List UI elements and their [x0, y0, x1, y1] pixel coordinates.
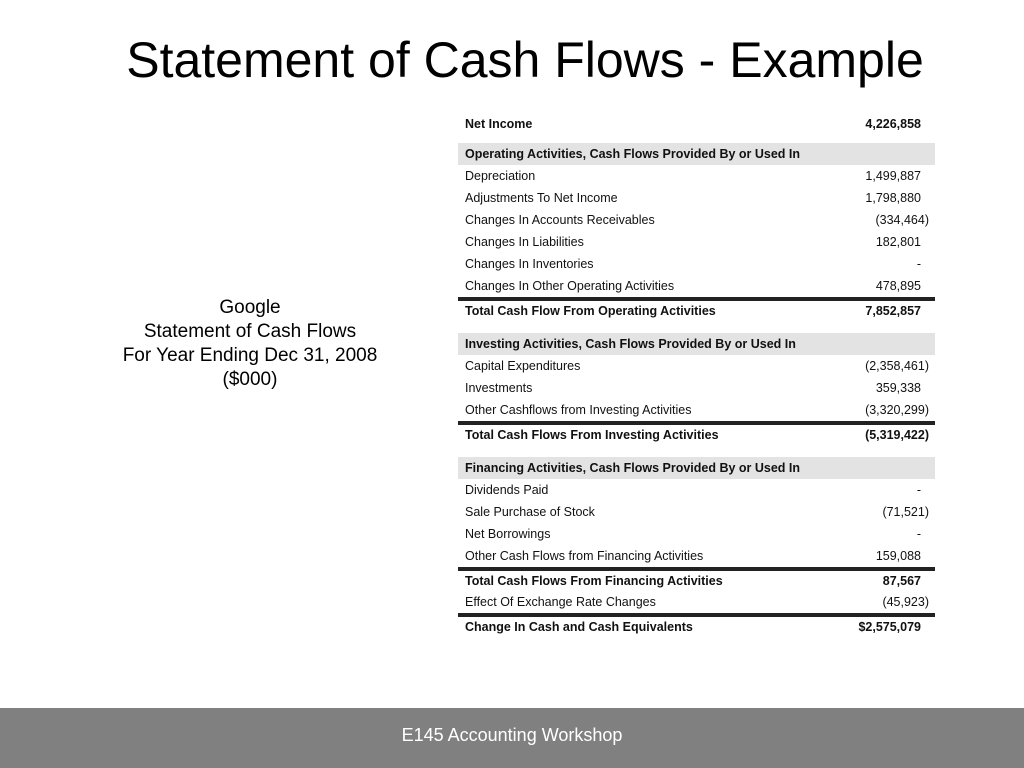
table-row	[458, 479, 935, 501]
row-label: Changes In Accounts Receivables	[465, 213, 655, 227]
table-row	[458, 355, 935, 377]
table-row	[458, 501, 935, 523]
row-value: (71,521)	[882, 505, 929, 519]
row-label: Total Cash Flows From Investing Activities	[465, 428, 719, 442]
investing-section-header	[458, 333, 935, 355]
row-label: Other Cashflows from Investing Activities	[465, 403, 692, 417]
footer-label: E145 Accounting Workshop	[401, 724, 623, 745]
section-header-label: Financing Activities, Cash Flows Provided By or Used In	[465, 461, 801, 475]
row-label: Net Borrowings	[465, 527, 551, 541]
row-label: Effect Of Exchange Rate Changes	[465, 595, 656, 609]
table-row	[458, 377, 935, 399]
table-row	[458, 187, 935, 209]
row-value: 478,895	[875, 279, 921, 293]
table-row	[458, 165, 935, 187]
row-label: Other Cash Flows from Financing Activities	[465, 549, 704, 563]
section-header-label: Investing Activities, Cash Flows Provided By or Used In	[465, 337, 796, 351]
row-value: 1,499,887	[865, 169, 921, 183]
row-label: Changes In Inventories	[465, 257, 594, 271]
statement-name: Statement of Cash Flows	[143, 321, 357, 342]
row-value: (3,320,299)	[865, 403, 929, 417]
change-in-cash-row	[458, 613, 935, 637]
cash-flow-table	[458, 111, 935, 637]
financing-total-row	[458, 567, 935, 591]
row-label: Adjustments To Net Income	[465, 191, 618, 205]
row-label: Total Cash Flows From Financing Activities	[465, 574, 723, 588]
row-value: (45,923)	[882, 595, 929, 609]
row-label: Sale Purchase of Stock	[465, 505, 595, 519]
operating-total-row	[458, 297, 935, 321]
table-row	[458, 545, 935, 567]
row-value: 87,567	[882, 574, 921, 588]
investing-total-row	[458, 421, 935, 445]
operating-section-header	[458, 143, 935, 165]
financing-section-header	[458, 457, 935, 479]
table-row	[458, 231, 935, 253]
row-label: Total Cash Flow From Operating Activities	[465, 304, 716, 318]
row-value: 7,852,857	[865, 304, 921, 318]
section-header-label: Operating Activities, Cash Flows Provided By or Used In	[465, 147, 801, 161]
row-value: (2,358,461)	[865, 359, 929, 373]
table-row	[458, 399, 935, 421]
statement-units: ($000)	[222, 369, 278, 390]
row-value: 359,338	[875, 381, 921, 395]
row-value: 1,798,880	[865, 191, 921, 205]
row-value: 4,226,858	[865, 117, 921, 131]
row-label: Capital Expenditures	[465, 359, 581, 373]
row-value: $2,575,079	[858, 620, 921, 634]
table-row	[458, 523, 935, 545]
row-label: Changes In Liabilities	[465, 235, 584, 249]
statement-caption	[80, 296, 420, 392]
row-value: -	[916, 483, 921, 497]
row-value: (5,319,422)	[865, 428, 929, 442]
row-value: 182,801	[875, 235, 921, 249]
company-name: Google	[219, 297, 281, 318]
table-row	[458, 275, 935, 297]
row-label: Dividends Paid	[465, 483, 549, 497]
exchange-rate-row	[458, 591, 935, 613]
statement-period: For Year Ending Dec 31, 2008	[122, 345, 378, 366]
table-row	[458, 209, 935, 231]
row-label: Change In Cash and Cash Equivalents	[465, 620, 693, 634]
row-value: 159,088	[875, 549, 921, 563]
net-income-row	[458, 111, 935, 137]
row-value: -	[916, 527, 921, 541]
row-label: Depreciation	[465, 169, 536, 183]
row-label: Net Income	[465, 117, 533, 131]
slide-title: Statement of Cash Flows - Example	[126, 32, 924, 88]
row-label: Investments	[465, 381, 533, 395]
slide-footer	[0, 708, 1024, 768]
row-value: -	[916, 257, 921, 271]
row-label: Changes In Other Operating Activities	[465, 279, 675, 293]
table-row	[458, 253, 935, 275]
row-value: (334,464)	[875, 213, 929, 227]
